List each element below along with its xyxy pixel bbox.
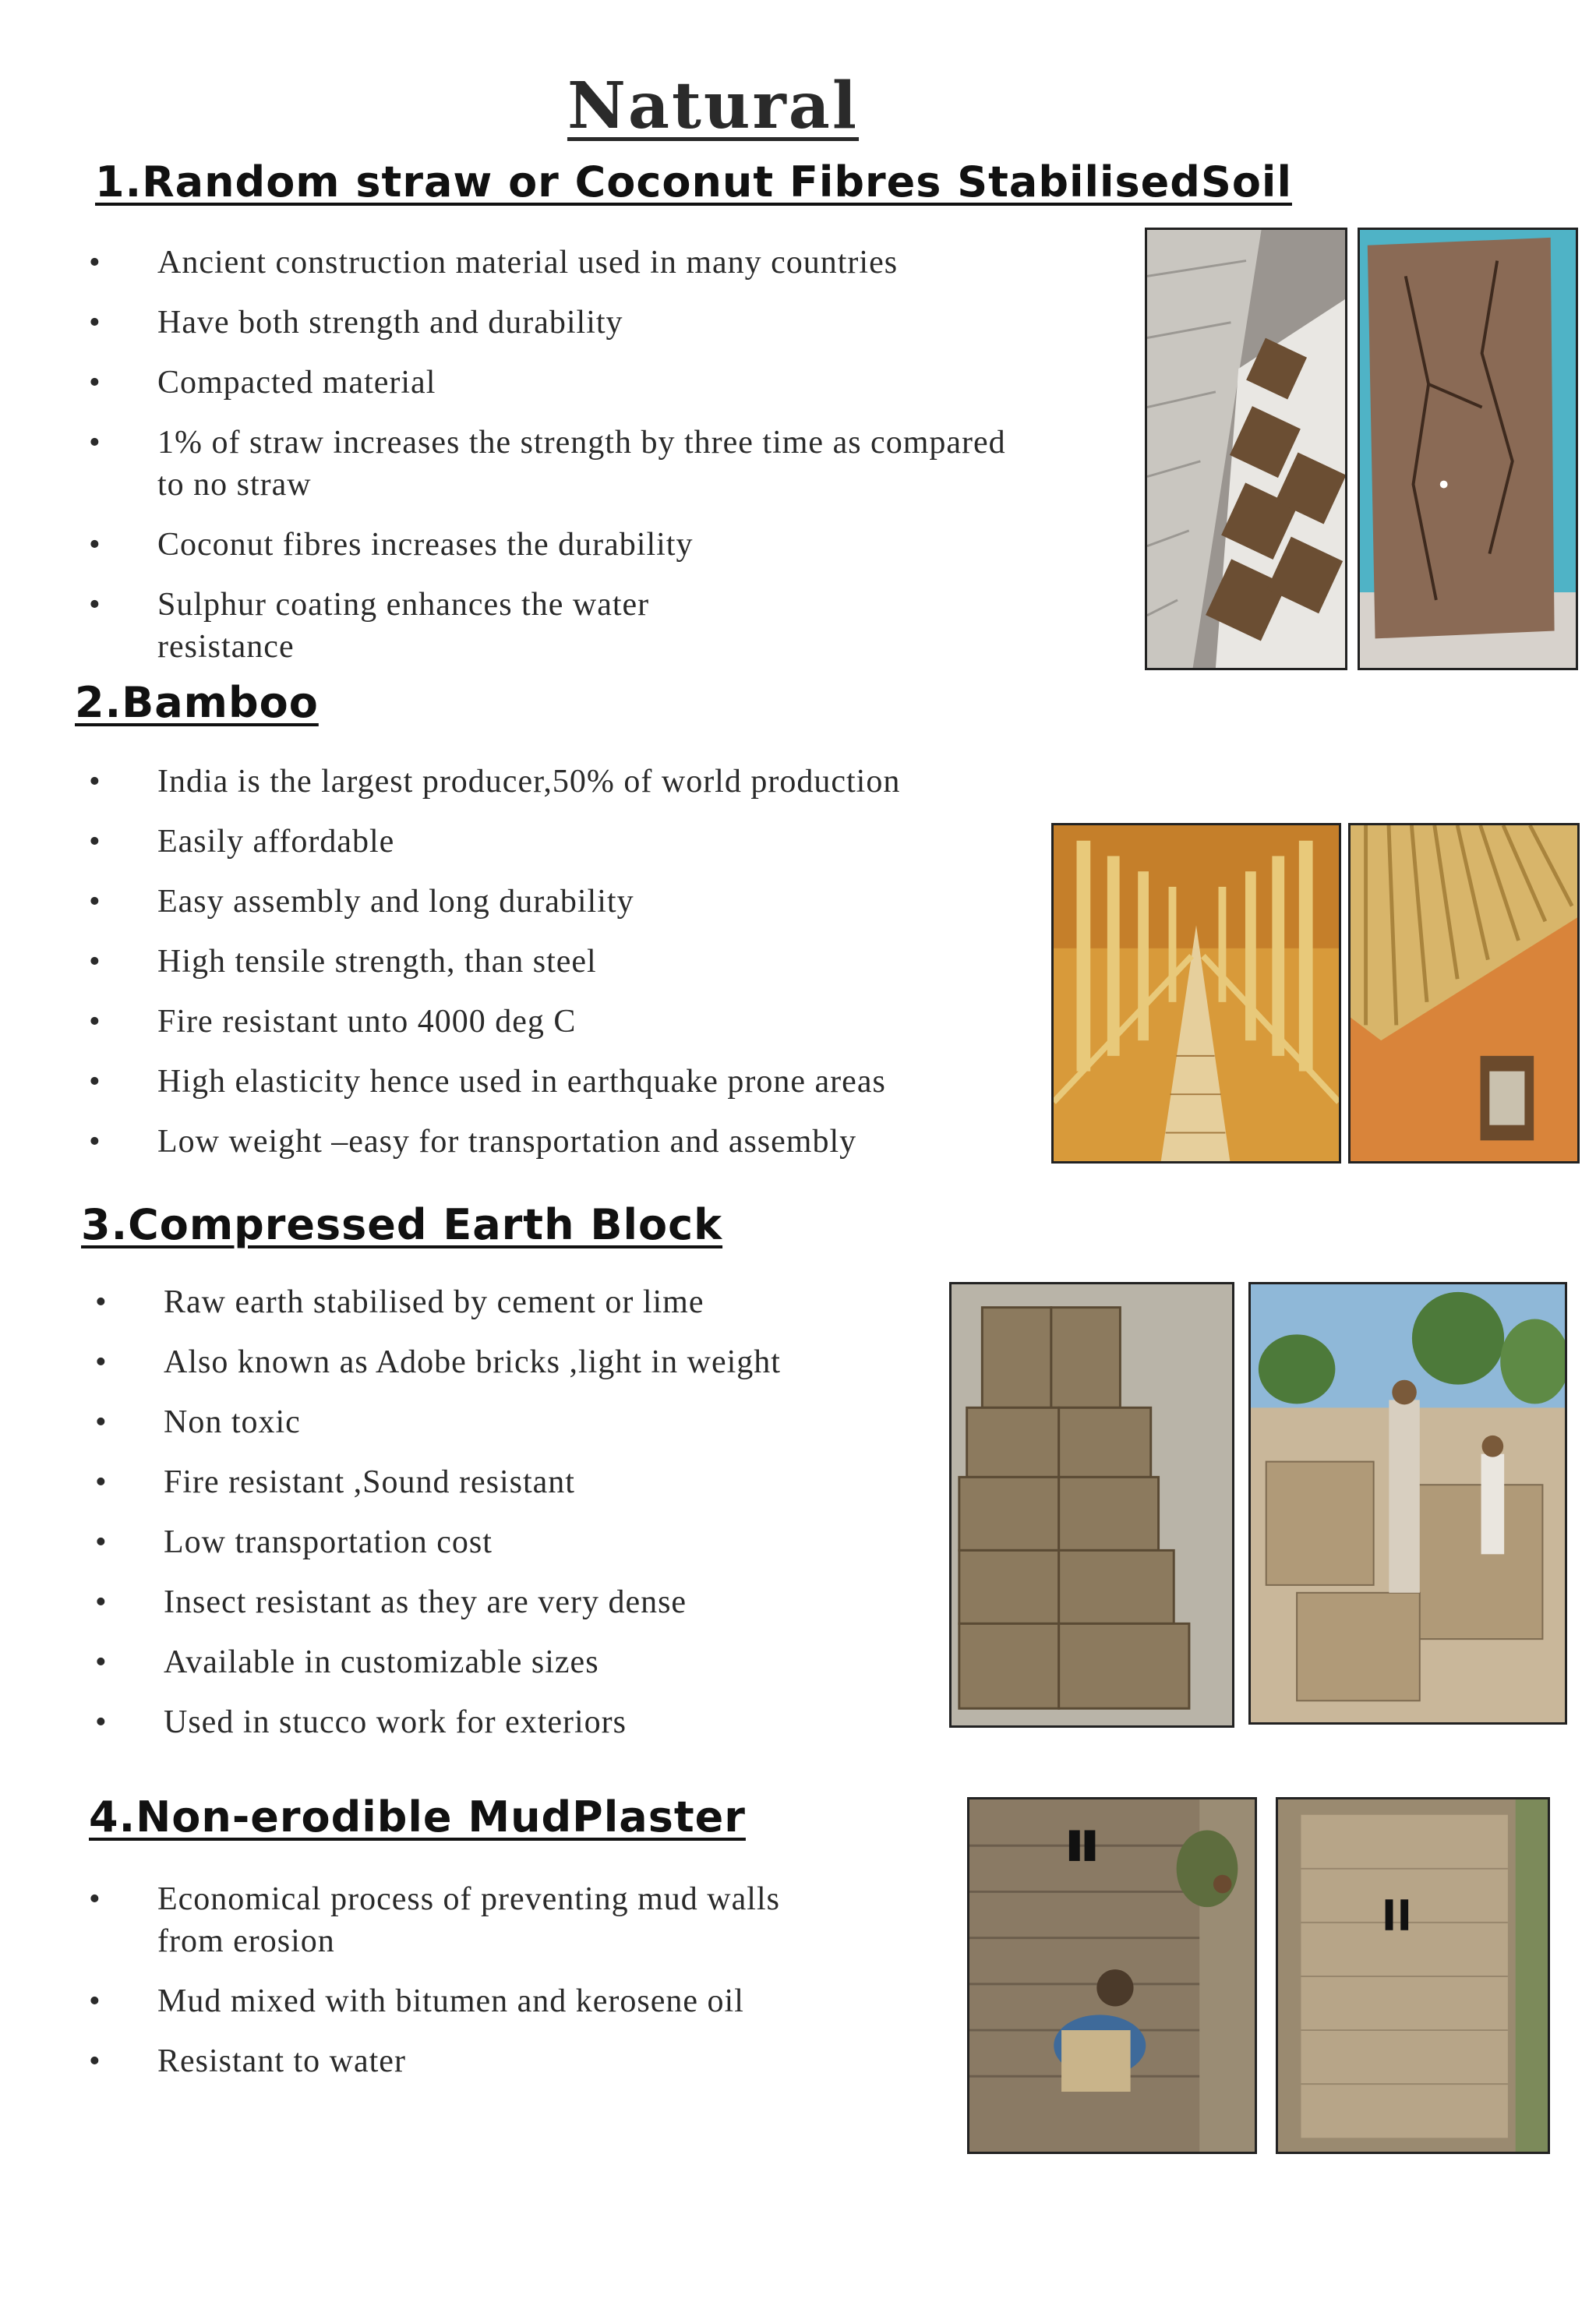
list-item: • Also known as Adobe bricks ,light in weight bbox=[95, 1344, 781, 1380]
list-item: • Used in stucco work for exteriors bbox=[95, 1704, 627, 1740]
photo-bamboo-roof bbox=[1348, 823, 1580, 1164]
list-item: • Available in customizable sizes bbox=[95, 1644, 599, 1680]
list-item: • Insect resistant as they are very dense bbox=[95, 1584, 687, 1620]
list-item: • Mud mixed with bitumen and kerosene oil bbox=[89, 1983, 744, 2019]
section-4-bullet-list bbox=[89, 1878, 780, 2082]
section-heading-straw-soil: 1.Random straw or Coconut Fibres StabilisedSoil bbox=[95, 157, 1292, 207]
list-item: • Raw earth stabilised by cement or lime bbox=[95, 1284, 704, 1320]
list-item: • Ancient construction material used in many countries bbox=[89, 245, 899, 281]
list-item: • Easy assembly and long durability bbox=[89, 884, 634, 920]
list-item: • High elasticity hence used in earthquake prone areas bbox=[89, 1064, 886, 1100]
photo-earth-block-construction bbox=[1248, 1282, 1567, 1725]
page-title: Natural bbox=[567, 69, 860, 143]
photo-mud-plaster-worker bbox=[967, 1797, 1257, 2154]
section-heading-compressed-earth-block: 3.Compressed Earth Block bbox=[81, 1200, 723, 1249]
list-item: • Low transportation cost bbox=[95, 1524, 493, 1560]
list-item: • Resistant to water bbox=[89, 2043, 406, 2079]
list-item: • Have both strength and durability bbox=[89, 305, 623, 341]
list-item: • Fire resistant ,Sound resistant bbox=[95, 1464, 575, 1500]
list-item: • High tensile strength, than steel bbox=[89, 944, 597, 980]
list-item: • 1% of straw increases the strength by three time as compared to no straw bbox=[89, 425, 1006, 503]
section-2-bullet-list bbox=[89, 761, 901, 1163]
photo-soil-blocks-drying bbox=[1145, 228, 1347, 670]
list-item: • Non toxic bbox=[95, 1404, 301, 1440]
list-item: • Sulphur coating enhances the water resistance bbox=[89, 587, 650, 665]
list-item: • Coconut fibres increases the durability bbox=[89, 527, 694, 563]
list-item: • Economical process of preventing mud walls from erosion bbox=[89, 1881, 780, 1959]
section-heading-mud-plaster: 4.Non-erodible MudPlaster bbox=[89, 1792, 746, 1842]
list-item: • Easily affordable bbox=[89, 824, 395, 860]
photo-earth-block-stack bbox=[949, 1282, 1234, 1728]
list-item: • Low weight –easy for transportation and assembly bbox=[89, 1124, 857, 1160]
photo-cracked-soil-block bbox=[1358, 228, 1578, 670]
section-heading-bamboo: 2.Bamboo bbox=[75, 678, 319, 727]
list-item: • Compacted material bbox=[89, 365, 436, 401]
section-1-bullet-list bbox=[89, 242, 1006, 668]
list-item: • Fire resistant unto 4000 deg C bbox=[89, 1004, 577, 1040]
photo-bamboo-bridge bbox=[1051, 823, 1341, 1164]
list-item: • India is the largest producer,50% of world production bbox=[89, 764, 901, 800]
photo-mud-plaster-wall bbox=[1276, 1797, 1550, 2154]
section-3-bullet-list bbox=[95, 1281, 781, 1743]
